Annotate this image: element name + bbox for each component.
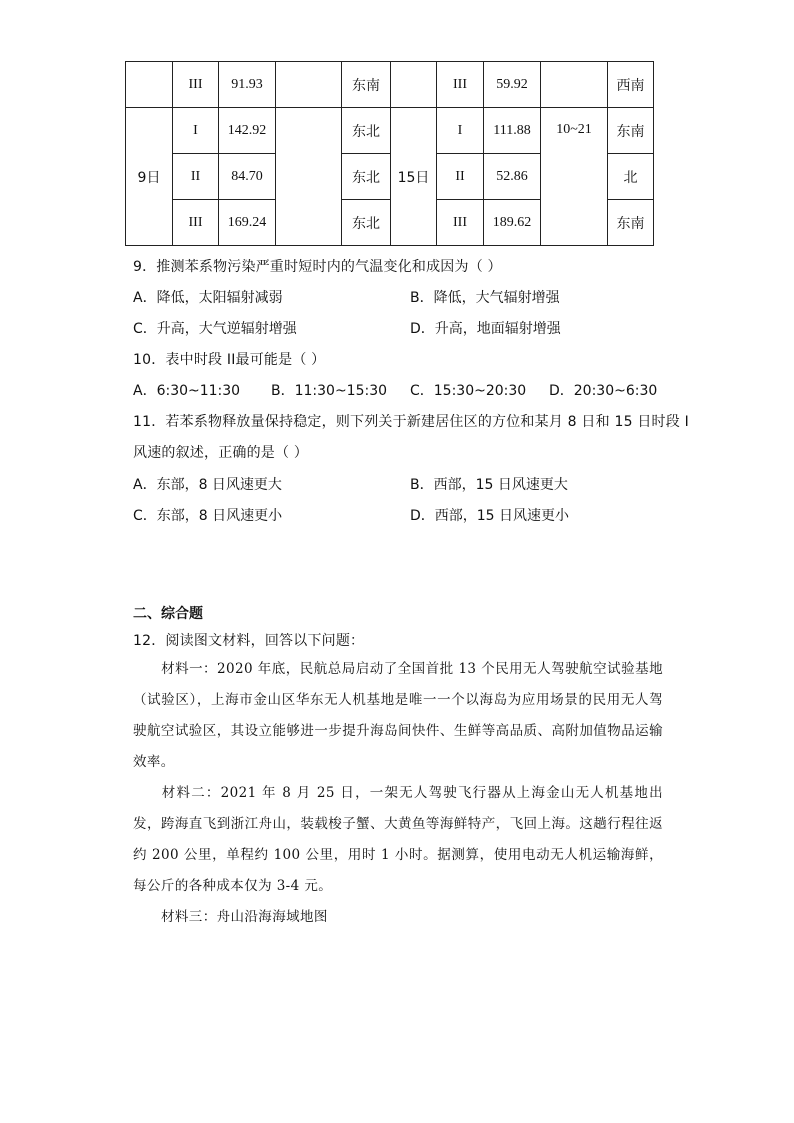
direction-cell: 东南: [342, 62, 391, 108]
value-cell: 169.24: [219, 200, 276, 246]
range-cell: [276, 62, 342, 108]
question-10-stem: 10．表中时段 II最可能是（ ）: [133, 352, 326, 368]
material-3-text: 材料三：舟山沿海海域地图: [161, 909, 328, 925]
material-3: [133, 902, 663, 933]
day-cell: 9日: [126, 108, 173, 246]
value-cell: 52.86: [484, 154, 541, 200]
segment-cell: I: [173, 108, 219, 154]
question-10-option-d[interactable]: D．20:30~6:30: [549, 383, 658, 399]
segment-cell: II: [173, 154, 219, 200]
value-cell: 111.88: [484, 108, 541, 154]
direction-cell: 东南: [608, 200, 654, 246]
segment-cell: I: [437, 108, 484, 154]
day-cell: [391, 62, 437, 108]
question-11-stem-line2: 风速的叙述，正确的是（ ）: [133, 445, 309, 461]
question-9-option-b[interactable]: B．降低，大气辐射增强: [410, 290, 560, 306]
wind-data-table: [125, 61, 654, 246]
material-1-text: 材料一：2020 年底，民航总局启动了全国首批 13 个民用无人驾驶航空试验基地（试验区），上海市金山区华东无人机基地是唯一一个以海岛为应用场景的民用无人驾驶航空试验区，其设立能够进一步提升海岛间快件、生鲜等高品质、高附加值物品运输效率。: [133, 661, 663, 770]
value-cell: 91.93: [219, 62, 276, 108]
question-11-option-d[interactable]: D．西部，15 日风速更小: [410, 508, 570, 524]
table-row: [126, 62, 654, 108]
direction-cell: 东北: [342, 200, 391, 246]
direction-cell: 北: [608, 154, 654, 200]
range-cell: 10~21: [541, 108, 608, 246]
question-11-option-a[interactable]: A．东部，8 日风速更大: [133, 477, 282, 493]
segment-cell: III: [437, 62, 484, 108]
day-cell: [126, 62, 173, 108]
range-cell: [276, 108, 342, 246]
section-title: 二、综合题: [133, 606, 203, 622]
question-11-option-b[interactable]: B．西部，15 日风速更大: [410, 477, 568, 493]
segment-cell: III: [437, 200, 484, 246]
range-cell: [541, 62, 608, 108]
question-9-stem: 9．推测苯系物污染严重时短时内的气温变化和成因为（ ）: [133, 259, 502, 275]
question-10-option-c[interactable]: C．15:30~20:30: [410, 383, 527, 399]
question-10-option-a[interactable]: A．6:30~11:30: [133, 383, 241, 399]
segment-cell: III: [173, 200, 219, 246]
segment-cell: III: [173, 62, 219, 108]
question-11-option-c[interactable]: C．东部，8 日风速更小: [133, 508, 283, 524]
value-cell: 84.70: [219, 154, 276, 200]
table-row: [126, 108, 654, 154]
direction-cell: 东北: [342, 108, 391, 154]
direction-cell: 东南: [608, 108, 654, 154]
value-cell: 59.92: [484, 62, 541, 108]
segment-cell: II: [437, 154, 484, 200]
day-cell: 15日: [391, 108, 437, 246]
material-1: [133, 654, 663, 778]
question-10-option-b[interactable]: B．11:30~15:30: [271, 383, 388, 399]
question-9-option-c[interactable]: C．升高，大气逆辐射增强: [133, 321, 297, 337]
question-12-stem: 12．阅读图文材料，回答以下问题：: [133, 633, 365, 649]
question-9-option-d[interactable]: D．升高，地面辐射增强: [410, 321, 561, 337]
material-2: [133, 778, 663, 902]
direction-cell: 西南: [608, 62, 654, 108]
question-9-option-a[interactable]: A．降低，太阳辐射减弱: [133, 290, 283, 306]
value-cell: 189.62: [484, 200, 541, 246]
material-2-text: 材料二：2021 年 8 月 25 日，一架无人驾驶飞行器从上海金山无人机基地出发，跨海直飞到浙江舟山，装载梭子蟹、大黄鱼等海鲜特产，飞回上海。这趟行程往返约 200 公里，单程约 100 公里，用时 1 小时。据测算，使用电动无人机运输海鲜，每公斤的各种成本仅为 3-4 元。: [133, 785, 663, 894]
question-11-stem-line1: 11．若苯系物释放量保持稳定，则下列关于新建居住区的方位和某月 8 日和 15 日时段 I: [133, 414, 689, 430]
value-cell: 142.92: [219, 108, 276, 154]
direction-cell: 东北: [342, 154, 391, 200]
